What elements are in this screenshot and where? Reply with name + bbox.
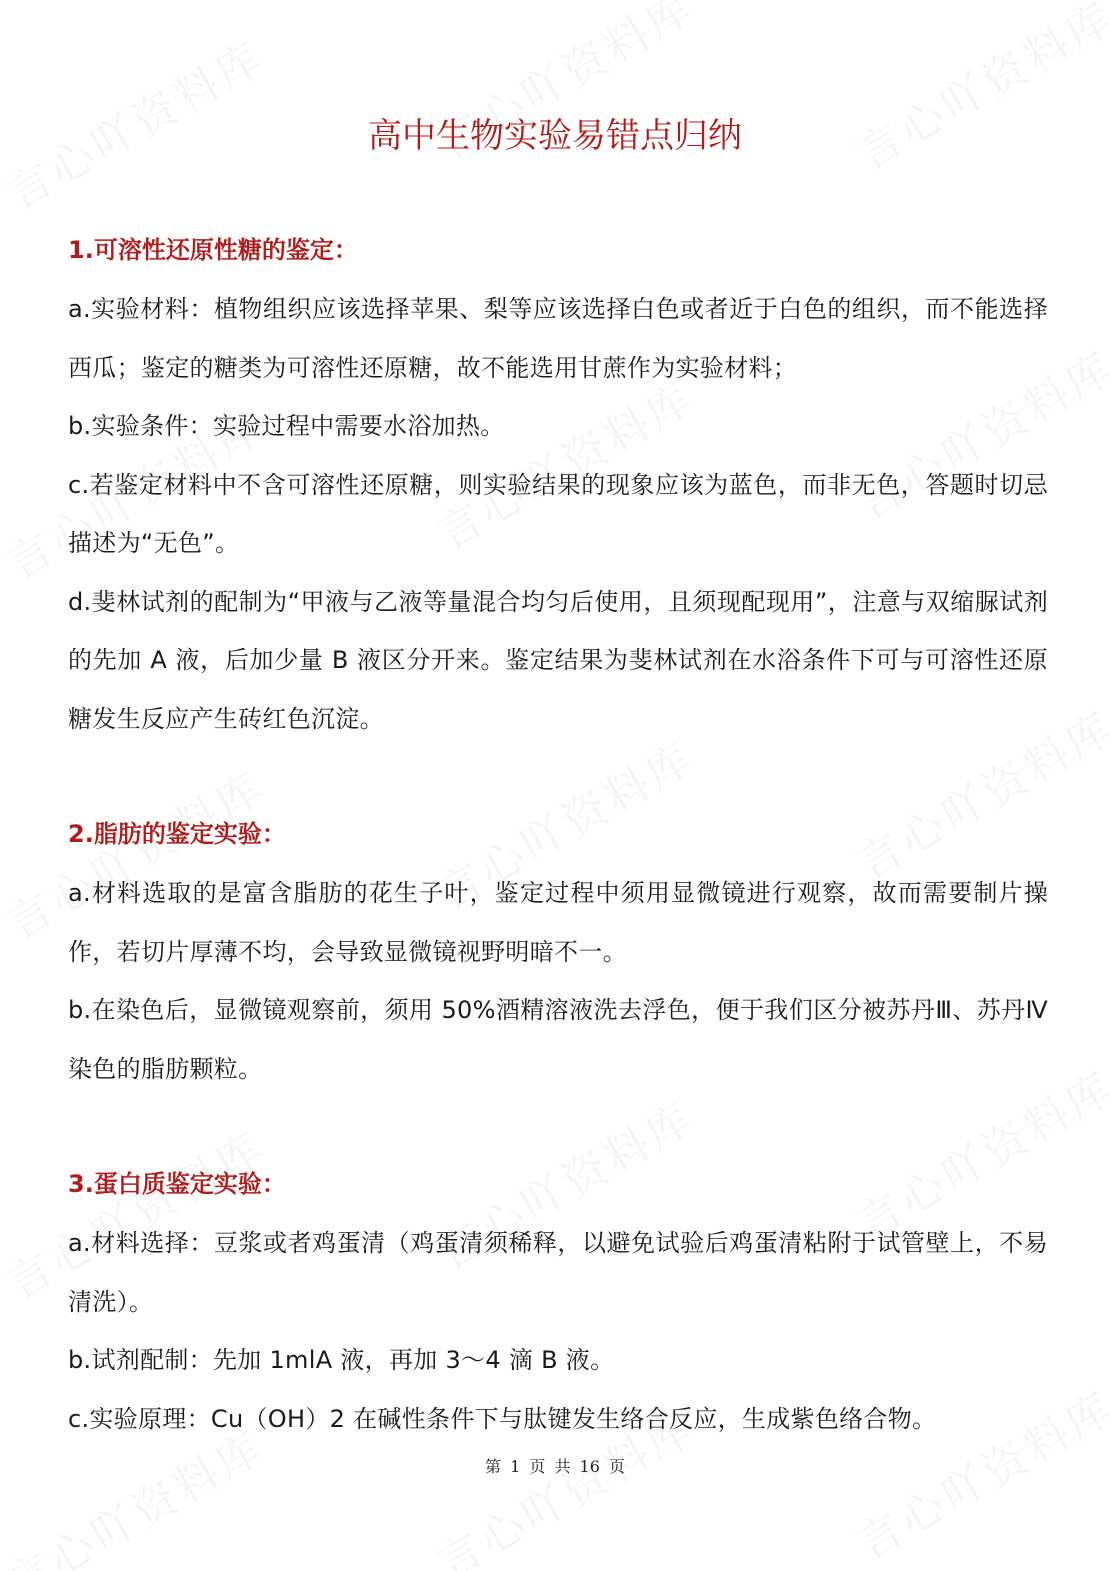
paragraph: a.材料选取的是富含脂肪的花生子叶，鉴定过程中须用显微镜进行观察，故而需要制片操作，若切片厚薄不均，会导致显微镜视野明暗不一。 — [68, 879, 1048, 966]
paragraph: c.实验原理：Cu（OH）2 在碱性条件下与肽键发生络合反应，生成紫色络合物。 — [68, 1404, 937, 1433]
paragraph: b.实验条件：实验过程中需要水浴加热。 — [68, 412, 505, 440]
document-body — [68, 228, 1048, 1512]
paragraph: a.实验材料：植物组织应该选择苹果、梨等应该选择白色或者近于白色的组织，而不能选择西瓜；鉴定的糖类为可溶性还原糖，故不能选用甘蔗作为实验材料； — [68, 295, 1048, 382]
section-reducing-sugar — [68, 228, 1048, 748]
page-footer: 第 1 页 共 16 页 — [485, 1457, 625, 1476]
paragraph: b.试剂配制：先加 1mlA 液，再加 3～4 滴 B 液。 — [68, 1346, 615, 1374]
paragraph: c.若鉴定材料中不含可溶性还原糖，则实验结果的现象应该为蓝色，而非无色，答题时切忌描述为“无色”。 — [68, 470, 1048, 557]
paragraph: a.材料选择：豆浆或者鸡蛋清（鸡蛋清须稀释，以避免试验后鸡蛋清粘附于试管壁上，不易清洗）。 — [68, 1229, 1048, 1316]
page-title: 高中生物实验易错点归纳 — [368, 116, 742, 156]
section-fat — [68, 812, 1048, 1098]
section-heading: 1.可溶性还原性糖的鉴定： — [68, 236, 358, 264]
section-heading: 3.蛋白质鉴定实验： — [68, 1170, 286, 1198]
paragraph: d.斐林试剂的配制为“甲液与乙液等量混合均匀后使用，且须现配现用”，注意与双缩脲试剂的先加 A 液，后加少量 B 液区分开来。鉴定结果为斐林试剂在水浴条件下可与可溶性还原糖发生反应产生砖红色沉淀。 — [68, 587, 1048, 733]
section-protein — [68, 1162, 1048, 1448]
paragraph: b.在染色后，显微镜观察前，须用 50%酒精溶液洗去浮色，便于我们区分被苏丹Ⅲ、苏丹Ⅳ染色的脂肪颗粒。 — [68, 996, 1048, 1083]
section-heading: 2.脂肪的鉴定实验： — [68, 820, 286, 848]
